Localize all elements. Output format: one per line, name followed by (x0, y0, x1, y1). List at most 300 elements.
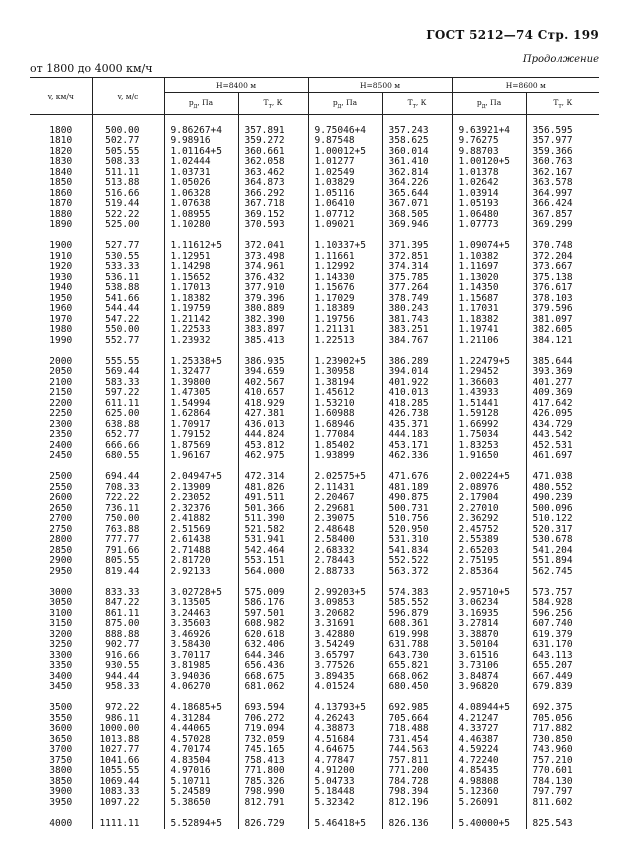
cell-v-kmh: 3050 (49, 597, 73, 608)
cell-pd-8400: 5.10711 (164, 777, 238, 788)
cell-v-kmh: 3350 (49, 660, 73, 671)
cell-t-8400: 553.151 (238, 556, 308, 567)
cell-t-8600: 530.678 (526, 535, 599, 546)
table-row (30, 556, 599, 567)
cell-t-8400: 436.013 (238, 420, 308, 431)
cell-t-8400: 370.593 (238, 220, 308, 231)
cell-pd-8500: 1.03829 (308, 178, 382, 189)
cell-pd-8600: 3.84874 (452, 672, 526, 683)
cell-t-8500: 377.264 (382, 283, 452, 294)
cell-pd-8400: 4.18685+5 (164, 703, 238, 714)
cell-t-8600: 426.095 (526, 409, 599, 420)
cell-pd-8500: 2.78443 (308, 556, 382, 567)
cell-v-kmh: 1800 (49, 124, 73, 136)
table-row (30, 682, 599, 693)
cell-pd-8400: 1.21142 (164, 315, 238, 326)
cell-pd-8500: 1.12992 (308, 262, 382, 273)
cell-t-8400: 402.567 (238, 378, 308, 389)
cell-pd-8500: 1.19756 (308, 315, 382, 326)
cell-v-kmh: 2100 (49, 376, 73, 388)
cell-t-8500: 401.922 (382, 378, 452, 389)
cell-v-ms: 1013.88 (92, 735, 164, 746)
cell-v-ms: 500.00 (92, 126, 164, 137)
table-row (30, 178, 599, 189)
cell-pd-8400: 1.19759 (164, 304, 238, 315)
cell-pd-8500: 1.60988 (308, 409, 382, 420)
cell-t-8500: 375.785 (382, 273, 452, 284)
cell-pd-8500: 1.30958 (308, 367, 382, 378)
cell-v-kmh: 1840 (49, 166, 73, 178)
cell-v-ms: 930.55 (92, 661, 164, 672)
cell-v-ms: 625.00 (92, 409, 164, 420)
cell-v-ms: 847.22 (92, 598, 164, 609)
cell-pd-8500: 4.64675 (308, 745, 382, 756)
cell-t-8600: 667.449 (526, 672, 599, 683)
cell-t-8600: 562.745 (526, 567, 599, 578)
cell-t-8500: 384.767 (382, 336, 452, 347)
cell-t-8500: 812.196 (382, 798, 452, 809)
table-row (30, 535, 599, 546)
cell-t-8600: 655.207 (526, 661, 599, 672)
cell-pd-8400: 3.35603 (164, 619, 238, 630)
cell-pd-8500: 1.68946 (308, 420, 382, 431)
cell-v-kmh: 1950 (49, 292, 73, 304)
cell-t-8500: 374.314 (382, 262, 452, 273)
cell-pd-8500: 2.58400 (308, 535, 382, 546)
cell-t-8600: 743.960 (526, 745, 599, 756)
table-row (30, 661, 599, 672)
cell-t-8600: 717.882 (526, 724, 599, 735)
cell-pd-8600: 1.05193 (452, 199, 526, 210)
cell-pd-8600: 1.66992 (452, 420, 526, 431)
cell-pd-8600: 1.75034 (452, 430, 526, 441)
cell-t-8600: 584.928 (526, 598, 599, 609)
cell-v-ms: 861.11 (92, 609, 164, 620)
table-row (30, 724, 599, 735)
cell-v-kmh: 2900 (49, 555, 73, 566)
cell-t-8600: 367.857 (526, 210, 599, 221)
cell-t-8500: 381.743 (382, 315, 452, 326)
cell-t-8600: 607.740 (526, 619, 599, 630)
cell-v-kmh: 2150 (49, 387, 73, 398)
cell-t-8600: 551.894 (526, 556, 599, 567)
cell-t-8400: 785.326 (238, 777, 308, 788)
cell-pd-8600: 3.96820 (452, 682, 526, 693)
cell-t-8500: 380.243 (382, 304, 452, 315)
cell-t-8600: 379.596 (526, 304, 599, 315)
cell-v-ms: 1027.77 (92, 745, 164, 756)
cell-v-ms: 583.33 (92, 378, 164, 389)
cell-t-8400: 410.657 (238, 388, 308, 399)
cell-t-8400: 812.791 (238, 798, 308, 809)
cell-v-ms: 833.33 (92, 588, 164, 599)
table-row (30, 220, 599, 231)
cell-v-ms: 666.66 (92, 441, 164, 452)
cell-v-kmh: 3450 (49, 681, 73, 692)
cell-v-kmh: 1810 (49, 135, 73, 146)
cell-pd-8400: 4.06270 (164, 682, 238, 693)
table-row (30, 472, 599, 483)
cell-pd-8600: 3.73106 (452, 661, 526, 672)
cell-t-8600: 825.543 (526, 819, 599, 830)
cell-pd-8400: 2.32376 (164, 504, 238, 515)
cell-pd-8500: 1.06410 (308, 199, 382, 210)
cell-v-ms: 502.77 (92, 136, 164, 147)
cell-v-ms: 611.11 (92, 399, 164, 410)
cell-pd-8600: 9.88703 (452, 147, 526, 158)
cell-pd-8500: 1.07712 (308, 210, 382, 221)
table-row (30, 598, 599, 609)
cell-pd-8400: 1.06328 (164, 189, 238, 200)
cell-pd-8400: 1.96167 (164, 451, 238, 462)
cell-pd-8400: 1.11612+5 (164, 241, 238, 252)
cell-v-kmh: 1830 (49, 156, 73, 167)
cell-t-8600: 643.113 (526, 651, 599, 662)
cell-v-ms: 555.55 (92, 357, 164, 368)
cell-t-8400: 362.058 (238, 157, 308, 168)
cell-t-8600: 541.204 (526, 546, 599, 557)
cell-t-8400: 521.582 (238, 525, 308, 536)
cell-t-8500: 368.505 (382, 210, 452, 221)
cell-pd-8400: 9.86267+4 (164, 126, 238, 137)
table-row (30, 367, 599, 378)
col-altitude-3: H=8600 м (452, 78, 599, 93)
cell-v-kmh: 1860 (49, 187, 73, 199)
cell-v-ms: 508.33 (92, 157, 164, 168)
cell-pd-8400: 1.70917 (164, 420, 238, 431)
cell-t-8600: 401.277 (526, 378, 599, 389)
cell-pd-8600: 1.01378 (452, 168, 526, 179)
cell-t-8600: 797.797 (526, 787, 599, 798)
cell-v-kmh: 1850 (49, 177, 73, 188)
cell-t-8600: 520.317 (526, 525, 599, 536)
cell-v-ms: 972.22 (92, 703, 164, 714)
cell-t-8400: 681.062 (238, 682, 308, 693)
cell-t-8500: 692.985 (382, 703, 452, 714)
cell-t-8400: 444.824 (238, 430, 308, 441)
cell-t-8600: 373.667 (526, 262, 599, 273)
cell-t-8500: 357.243 (382, 126, 452, 137)
cell-pd-8600: 2.17904 (452, 493, 526, 504)
cell-t-8500: 490.875 (382, 493, 452, 504)
cell-t-8400: 798.990 (238, 787, 308, 798)
cell-pd-8600: 2.36292 (452, 514, 526, 525)
cell-t-8500: 771.200 (382, 766, 452, 777)
cell-pd-8500: 2.88733 (308, 567, 382, 578)
cell-v-ms: 652.77 (92, 430, 164, 441)
cell-v-kmh: 1820 (49, 145, 73, 157)
cell-t-8400: 359.272 (238, 136, 308, 147)
cell-pd-8600: 2.45752 (452, 525, 526, 536)
table-row (30, 451, 599, 462)
cell-t-8600: 705.056 (526, 714, 599, 725)
cell-pd-8400: 1.10280 (164, 220, 238, 231)
cell-pd-8500: 5.46418+5 (308, 819, 382, 830)
cell-t-8600: 375.138 (526, 273, 599, 284)
cell-pd-8400: 4.97016 (164, 766, 238, 777)
cell-v-ms: 680.55 (92, 451, 164, 462)
cell-t-8400: 418.929 (238, 399, 308, 410)
cell-t-8500: 378.749 (382, 294, 452, 305)
cell-pd-8500: 9.87548 (308, 136, 382, 147)
cell-t-8400: 472.314 (238, 472, 308, 483)
cell-v-kmh: 4000 (49, 817, 73, 829)
cell-pd-8500: 1.22513 (308, 336, 382, 347)
cell-pd-8600: 1.22479+5 (452, 357, 526, 368)
cell-t-8600: 378.103 (526, 294, 599, 305)
cell-pd-8600: 3.06234 (452, 598, 526, 609)
cell-pd-8400: 2.51569 (164, 525, 238, 536)
cell-pd-8500: 1.05116 (308, 189, 382, 200)
cell-pd-8500: 2.20467 (308, 493, 382, 504)
cell-v-ms: 552.77 (92, 336, 164, 347)
col-v-kmh: v, км/ч (30, 78, 92, 115)
cell-v-kmh: 3100 (49, 607, 73, 619)
cell-t-8600: 631.170 (526, 640, 599, 651)
cell-pd-8600: 1.13020 (452, 273, 526, 284)
cell-pd-8600: 4.85435 (452, 766, 526, 777)
cell-pd-8600: 1.83253 (452, 441, 526, 452)
cell-t-8500: 371.395 (382, 241, 452, 252)
cell-pd-8400: 3.02728+5 (164, 588, 238, 599)
cell-pd-8600: 5.26091 (452, 798, 526, 809)
table-row (30, 703, 599, 714)
cell-t-8400: 366.292 (238, 189, 308, 200)
cell-pd-8400: 4.57028 (164, 735, 238, 746)
cell-t-8500: 655.821 (382, 661, 452, 672)
cell-pd-8400: 4.44065 (164, 724, 238, 735)
table-row (30, 493, 599, 504)
cell-v-ms: 777.77 (92, 535, 164, 546)
cell-t-8500: 643.730 (382, 651, 452, 662)
cell-v-kmh: 2200 (49, 397, 73, 409)
cell-pd-8400: 1.18382 (164, 294, 238, 305)
cell-v-kmh: 1980 (49, 324, 73, 335)
spacer-row (30, 115, 599, 126)
cell-pd-8600: 3.61516 (452, 651, 526, 662)
cell-t-8500: 757.811 (382, 756, 452, 767)
cell-t-8500: 500.731 (382, 504, 452, 515)
cell-t-8400: 374.961 (238, 262, 308, 273)
cell-pd-8400: 2.41882 (164, 514, 238, 525)
cell-v-ms: 533.33 (92, 262, 164, 273)
cell-v-kmh: 3250 (49, 639, 73, 650)
cell-v-kmh: 2500 (49, 471, 73, 482)
cell-v-kmh: 1990 (49, 334, 73, 346)
table-row (30, 619, 599, 630)
cell-t-8400: 491.511 (238, 493, 308, 504)
cell-pd-8400: 5.52894+5 (164, 819, 238, 830)
cell-pd-8500: 1.09021 (308, 220, 382, 231)
cell-t-8500: 744.563 (382, 745, 452, 756)
cell-t-8400: 427.381 (238, 409, 308, 420)
cell-t-8600: 490.239 (526, 493, 599, 504)
cell-v-ms: 1041.66 (92, 756, 164, 767)
cell-pd-8400: 1.14298 (164, 262, 238, 273)
cell-t-8600: 452.531 (526, 441, 599, 452)
cell-pd-8500: 2.68332 (308, 546, 382, 557)
cell-v-kmh: 3000 (49, 586, 73, 598)
cell-t-8400: 511.390 (238, 514, 308, 525)
cell-pd-8600: 4.08944+5 (452, 703, 526, 714)
cell-t-8400: 481.826 (238, 483, 308, 494)
cell-v-kmh: 2350 (49, 429, 73, 440)
cell-t-8400: 745.165 (238, 745, 308, 756)
cell-v-ms: 527.77 (92, 241, 164, 252)
cell-t-8500: 510.756 (382, 514, 452, 525)
cell-v-ms: 541.66 (92, 294, 164, 305)
cell-pd-8400: 1.17013 (164, 283, 238, 294)
cell-t-8400: 382.390 (238, 315, 308, 326)
cell-pd-8500: 5.04733 (308, 777, 382, 788)
page-header: ГОСТ 5212—74 Стр. 199 (426, 28, 599, 42)
cell-t-8500: 471.676 (382, 472, 452, 483)
cell-pd-8600: 5.40000+5 (452, 819, 526, 830)
cell-t-8500: 364.226 (382, 178, 452, 189)
table-row (30, 819, 599, 830)
cell-pd-8600: 2.75195 (452, 556, 526, 567)
cell-t-8600: 384.121 (526, 336, 599, 347)
cell-t-8500: 365.644 (382, 189, 452, 200)
cell-t-8400: 693.594 (238, 703, 308, 714)
cell-pd-8600: 3.27814 (452, 619, 526, 630)
cell-v-kmh: 3300 (49, 649, 73, 661)
cell-t-8400: 380.889 (238, 304, 308, 315)
cell-t-8500: 435.371 (382, 420, 452, 431)
cell-t-8400: 367.718 (238, 199, 308, 210)
atmosphere-table (30, 77, 599, 829)
cell-pd-8500: 2.99203+5 (308, 588, 382, 599)
cell-pd-8500: 1.00012+5 (308, 147, 382, 158)
cell-t-8500: 410.013 (382, 388, 452, 399)
cell-t-8600: 372.204 (526, 252, 599, 263)
cell-v-kmh: 3600 (49, 723, 73, 734)
cell-pd-8400: 5.24589 (164, 787, 238, 798)
cell-pd-8400: 1.12951 (164, 252, 238, 263)
cell-pd-8500: 5.18448 (308, 787, 382, 798)
cell-pd-8500: 4.77847 (308, 756, 382, 767)
cell-v-ms: 694.44 (92, 472, 164, 483)
cell-pd-8600: 2.95710+5 (452, 588, 526, 599)
table-body (30, 115, 599, 830)
cell-t-8600: 730.850 (526, 735, 599, 746)
cell-t-8600: 357.977 (526, 136, 599, 147)
cell-t-8600: 480.552 (526, 483, 599, 494)
cell-t-8600: 359.366 (526, 147, 599, 158)
cell-pd-8500: 2.29681 (308, 504, 382, 515)
cell-t-8500: 520.950 (382, 525, 452, 536)
cell-t-8600: 679.839 (526, 682, 599, 693)
cell-pd-8400: 5.38650 (164, 798, 238, 809)
cell-pd-8400: 1.03731 (164, 168, 238, 179)
cell-t-8400: 462.975 (238, 451, 308, 462)
cell-v-ms: 1000.00 (92, 724, 164, 735)
cell-t-8400: 369.152 (238, 210, 308, 221)
cell-t-8400: 575.009 (238, 588, 308, 599)
cell-t-8400: 383.897 (238, 325, 308, 336)
col-altitude-1: H=8400 м (164, 78, 308, 93)
table-row (30, 430, 599, 441)
cell-t-8600: 393.369 (526, 367, 599, 378)
cell-pd-8600: 1.15687 (452, 294, 526, 305)
cell-v-ms: 944.44 (92, 672, 164, 683)
cell-pd-8600: 1.51441 (452, 399, 526, 410)
cell-pd-8400: 3.24463 (164, 609, 238, 620)
cell-t-8500: 358.625 (382, 136, 452, 147)
cell-pd-8500: 1.85402 (308, 441, 382, 452)
cell-pd-8500: 4.51684 (308, 735, 382, 746)
table-row (30, 798, 599, 809)
cell-t-8600: 784.130 (526, 777, 599, 788)
cell-pd-8600: 2.65203 (452, 546, 526, 557)
cell-v-ms: 519.44 (92, 199, 164, 210)
cell-v-ms: 888.88 (92, 630, 164, 641)
cell-t-8600: 409.369 (526, 388, 599, 399)
cell-pd-8400: 2.71488 (164, 546, 238, 557)
cell-t-8600: 500.096 (526, 504, 599, 515)
cell-t-8400: 758.413 (238, 756, 308, 767)
cell-pd-8500: 1.53210 (308, 399, 382, 410)
cell-t-8500: 552.522 (382, 556, 452, 567)
cell-pd-8500: 3.09853 (308, 598, 382, 609)
cell-t-8500: 563.372 (382, 567, 452, 578)
cell-t-8500: 718.488 (382, 724, 452, 735)
cell-pd-8600: 3.38870 (452, 630, 526, 641)
cell-t-8400: 363.462 (238, 168, 308, 179)
speed-range-label: от 1800 до 4000 км/ч (30, 62, 153, 75)
cell-pd-8600: 1.21106 (452, 336, 526, 347)
cell-pd-8500: 5.32342 (308, 798, 382, 809)
cell-pd-8400: 1.02444 (164, 157, 238, 168)
cell-pd-8600: 2.55389 (452, 535, 526, 546)
table-row (30, 514, 599, 525)
cell-v-ms: 530.55 (92, 252, 164, 263)
cell-t-8400: 608.982 (238, 619, 308, 630)
cell-v-ms: 525.00 (92, 220, 164, 231)
cell-t-8400: 732.059 (238, 735, 308, 746)
cell-v-ms: 1069.44 (92, 777, 164, 788)
cell-pd-8600: 4.72240 (452, 756, 526, 767)
cell-v-kmh: 3650 (49, 733, 73, 745)
cell-pd-8500: 4.26243 (308, 714, 382, 725)
cell-pd-8600: 2.00224+5 (452, 472, 526, 483)
table-row (30, 262, 599, 273)
cell-t-8500: 541.834 (382, 546, 452, 557)
cell-v-kmh: 3900 (49, 786, 73, 797)
cell-pd-8500: 1.21131 (308, 325, 382, 336)
cell-t-8400: 376.432 (238, 273, 308, 284)
cell-v-kmh: 2450 (49, 450, 73, 461)
cell-t-8500: 453.171 (382, 441, 452, 452)
cell-t-8400: 453.812 (238, 441, 308, 452)
cell-pd-8600: 5.12360 (452, 787, 526, 798)
cell-pd-8600: 1.36603 (452, 378, 526, 389)
cell-t-8600: 370.748 (526, 241, 599, 252)
cell-v-ms: 1083.33 (92, 787, 164, 798)
cell-pd-8500: 3.20682 (308, 609, 382, 620)
cell-t-8500: 462.336 (382, 451, 452, 462)
cell-v-kmh: 2750 (49, 523, 73, 535)
cell-t-8400: 632.406 (238, 640, 308, 651)
cell-pd-8500: 1.93899 (308, 451, 382, 462)
cell-pd-8600: 4.59224 (452, 745, 526, 756)
cell-v-ms: 736.11 (92, 504, 164, 515)
table-row (30, 336, 599, 347)
cell-t-8500: 531.310 (382, 535, 452, 546)
cell-pd-8600: 4.33727 (452, 724, 526, 735)
cell-t-8600: 366.424 (526, 199, 599, 210)
cell-v-kmh: 3750 (49, 754, 73, 766)
